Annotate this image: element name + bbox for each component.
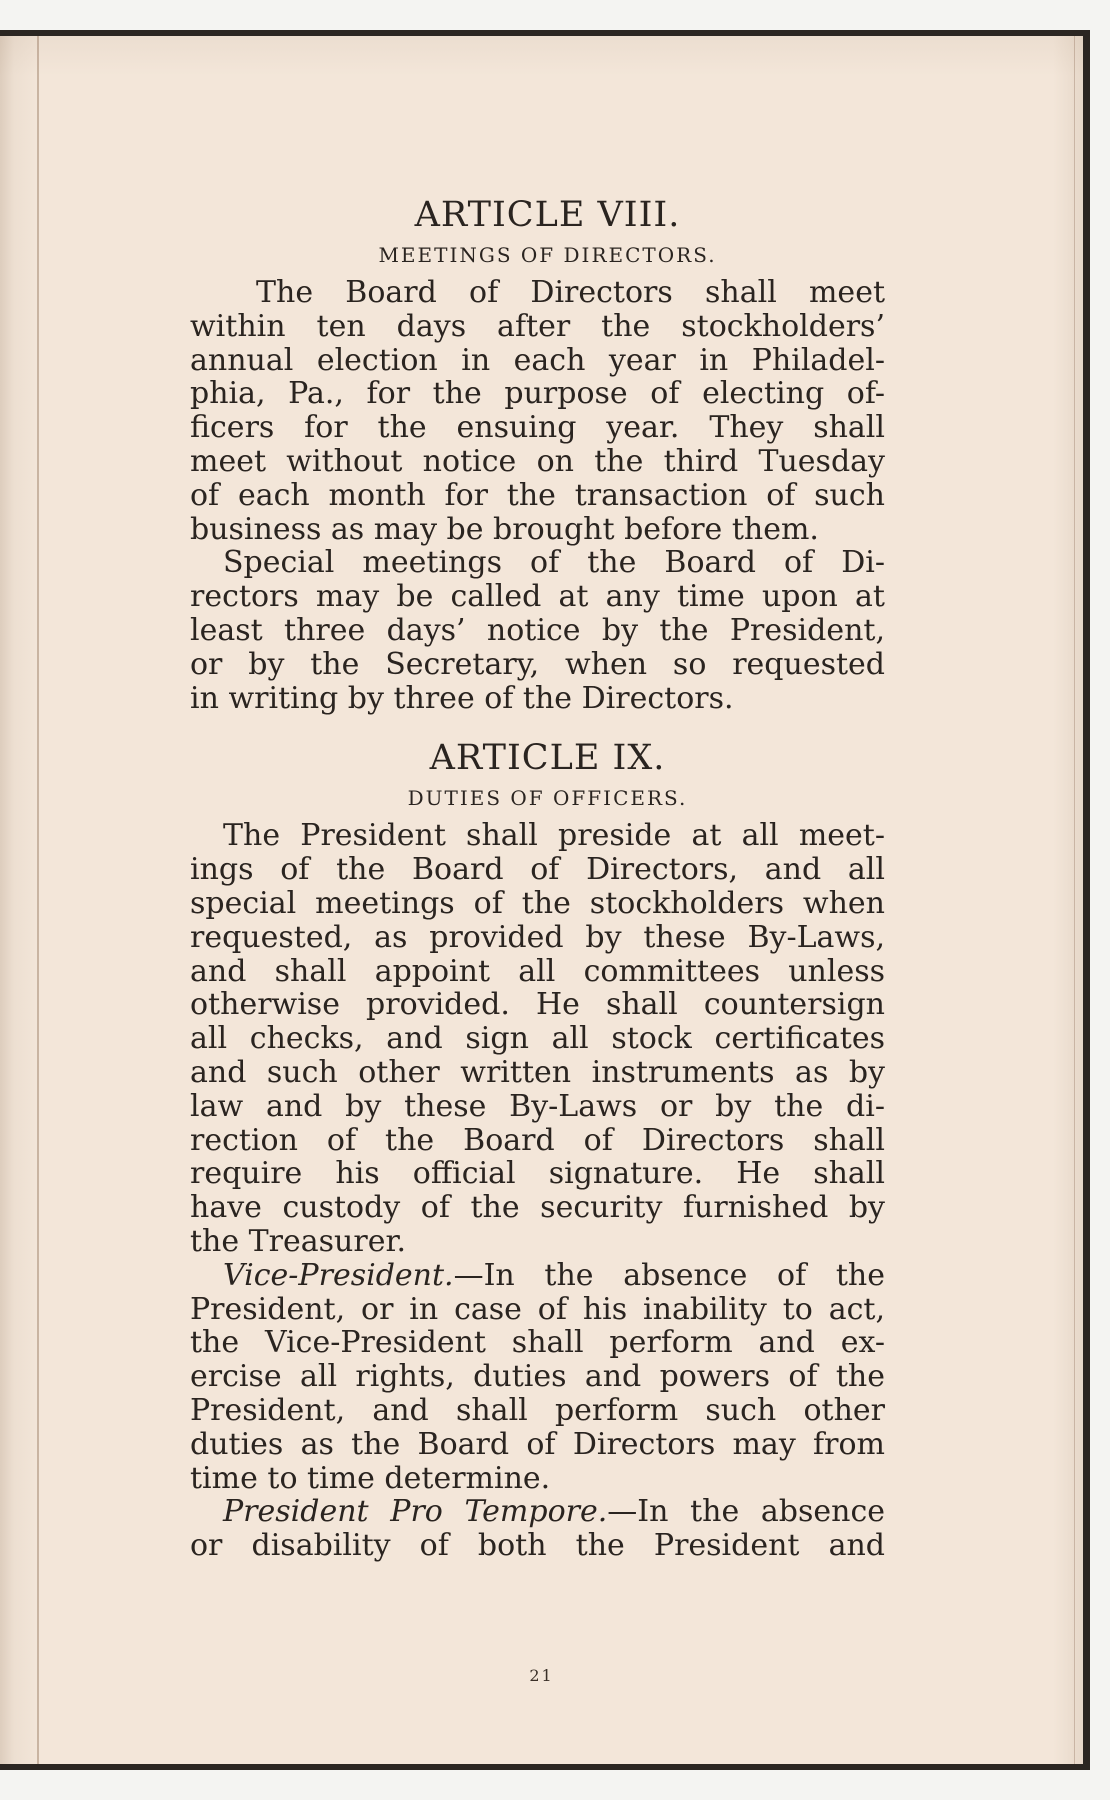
text-line: least three days’ notice by the President, xyxy=(190,612,885,648)
section-spacer xyxy=(190,715,885,737)
text-line: have custody of the security furnished by xyxy=(190,1190,885,1226)
text-line: otherwise provided. He shall countersign xyxy=(190,987,885,1023)
text-line xyxy=(190,1259,885,1293)
president-pro-tempore-heading: President Pro Tempore. xyxy=(223,1494,608,1530)
vice-president-paragraph xyxy=(190,1259,885,1496)
page-edge xyxy=(1074,36,1075,1764)
text-line: duties as the Board of Directors may from xyxy=(190,1426,885,1462)
article-viii-paragraph-2 xyxy=(190,546,885,715)
text-line: require his official signature. He shall xyxy=(190,1156,885,1192)
text-line: special meetings of the stockholders when xyxy=(190,885,885,921)
text-line: and shall appoint all committees unless xyxy=(190,953,885,989)
text-line: The Board of Directors shall meet xyxy=(256,275,885,310)
text-line: or by the Secretary, when so requested xyxy=(190,646,885,682)
text-line: annual election in each year in Philadel- xyxy=(190,342,885,378)
text-line: ings of the Board of Directors, and all xyxy=(190,852,885,888)
text-line: meet without notice on the third Tuesday xyxy=(190,443,885,479)
president-pro-tempore-paragraph xyxy=(190,1495,885,1563)
text-line xyxy=(190,1495,885,1529)
text-line: ercise all rights, duties and powers of the xyxy=(190,1359,885,1395)
text-line: in writing by three of the Directors. xyxy=(190,680,734,716)
text-line: President, and shall perform such other xyxy=(190,1392,885,1428)
vice-president-heading: Vice-President. xyxy=(223,1257,454,1293)
text-line: rection of the Board of Directors shall xyxy=(190,1122,885,1158)
text-line: ficers for the ensuing year. They shall xyxy=(190,410,885,446)
book-page xyxy=(0,36,1083,1764)
text-line: requested, as provided by these By-Laws, xyxy=(190,919,885,955)
text-line: and such other written instruments as by xyxy=(190,1054,885,1090)
text-line: phia, Pa., for the purpose of electing of- xyxy=(190,376,885,412)
text-line: business as may be brought before them. xyxy=(190,511,819,547)
text-line: within ten days after the stockholders’ xyxy=(190,308,885,344)
text-line: the Vice-President shall perform and ex- xyxy=(190,1325,885,1361)
text-line: rectors may be called at any time upon at xyxy=(190,579,885,615)
vice-president-intro: —In the absence of the xyxy=(453,1257,885,1293)
text-line: President, or in case of his inability to act, xyxy=(190,1291,885,1327)
article-viii-subtitle: MEETINGS OF DIRECTORS. xyxy=(378,243,717,267)
article-ix-subtitle: DUTIES OF OFFICERS. xyxy=(407,786,688,811)
article-viii-paragraph-1 xyxy=(190,276,885,546)
text-line: Special meetings of the Board of Di- xyxy=(223,545,885,581)
text-line: or disability of both the President and xyxy=(190,1528,885,1564)
text-line: law and by these By-Laws or by the di- xyxy=(190,1088,885,1124)
page-text xyxy=(190,194,885,1563)
text-line: of each month for the transaction of such xyxy=(190,477,885,513)
president-pro-tempore-intro: —In the absence xyxy=(607,1494,885,1530)
text-line: time to time determine. xyxy=(190,1460,551,1496)
article-viii-title: ARTICLE VIII. xyxy=(414,195,681,235)
page-gutter xyxy=(37,36,39,1764)
article-ix-title: ARTICLE IX. xyxy=(429,738,666,779)
page-number: 21 xyxy=(529,1666,554,1685)
text-line: The President shall preside at all meet- xyxy=(223,818,885,854)
text-line: all checks, and sign all stock certificates xyxy=(190,1021,885,1057)
article-ix-paragraph-1 xyxy=(190,819,885,1258)
text-line: the Treasurer. xyxy=(190,1223,407,1259)
